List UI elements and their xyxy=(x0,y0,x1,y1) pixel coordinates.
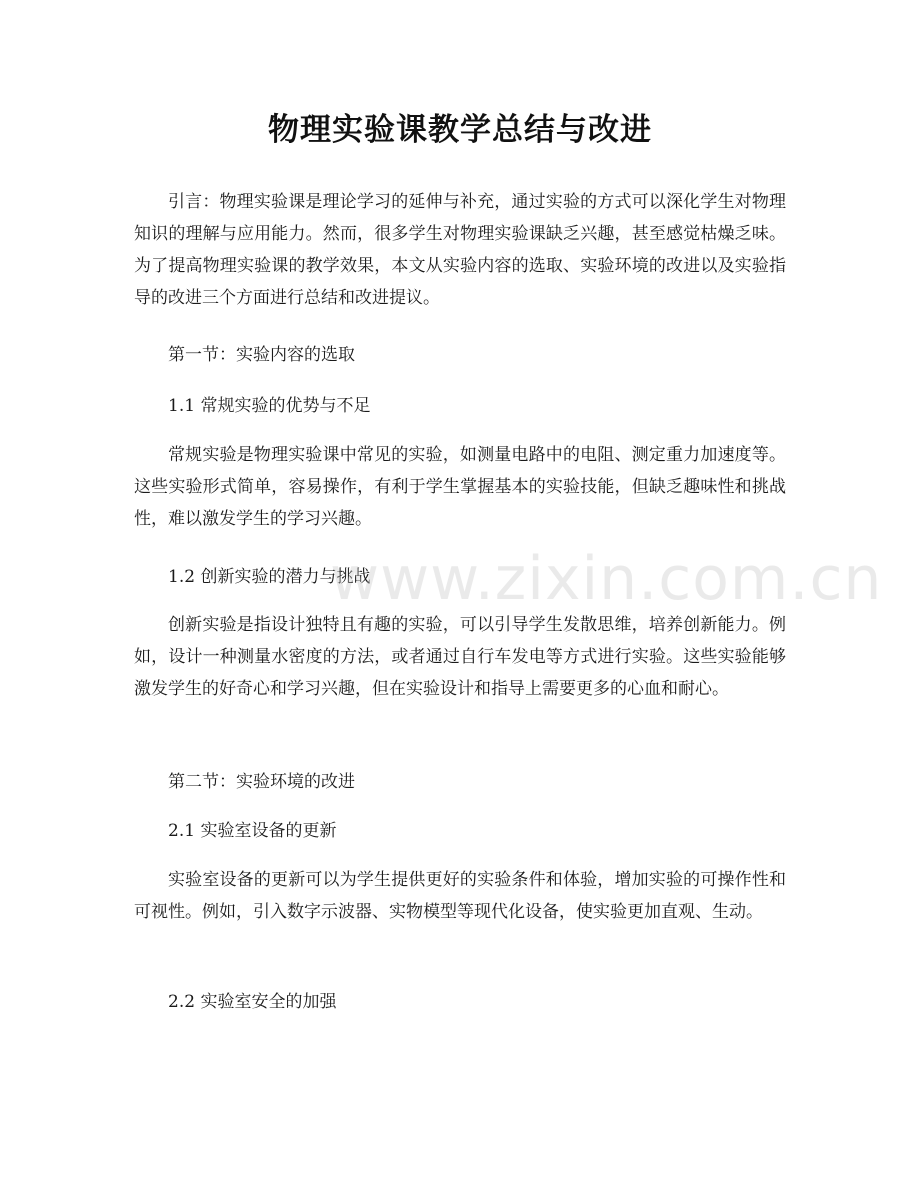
subsection-1-1-heading: 1.1 常规实验的优势与不足 xyxy=(168,396,371,416)
subsection-2-2-heading: 2.2 实验室安全的加强 xyxy=(168,992,337,1012)
section-2-heading: 第二节：实验环境的改进 xyxy=(168,772,355,792)
subsection-1-1-paragraph: 常规实验是物理实验课中常见的实验，如测量电路中的电阻、测定重力加速度等。这些实验形式简单，容易操作，有利于学生掌握基本的实验技能，但缺乏趣味性和挑战性，难以激发学生的学习兴趣。 xyxy=(134,445,786,529)
subsection-2-1-heading: 2.1 实验室设备的更新 xyxy=(168,821,337,841)
document-title: 物理实验课教学总结与改进 xyxy=(268,112,652,148)
section-1-heading: 第一节：实验内容的选取 xyxy=(168,345,355,365)
watermark-text: www.zixin.com.cn xyxy=(330,544,883,614)
subsection-1-2-paragraph: 创新实验是指设计独特且有趣的实验，可以引导学生发散思维，培养创新能力。例如，设计一种测量水密度的方法，或者通过自行车发电等方式进行实验。这些实验能够激发学生的好奇心和学习兴趣，但在实验设计和指导上需要更多的心血和耐心。 xyxy=(134,615,786,699)
subsection-2-1-paragraph: 实验室设备的更新可以为学生提供更好的实验条件和体验，增加实验的可操作性和可视性。例如，引入数字示波器、实物模型等现代化设备，使实验更加直观、生动。 xyxy=(134,870,786,922)
subsection-1-2-heading: 1.2 创新实验的潜力与挑战 xyxy=(168,567,371,587)
intro-paragraph: 引言：物理实验课是理论学习的延伸与补充，通过实验的方式可以深化学生对物理知识的理解与应用能力。然而，很多学生对物理实验课缺乏兴趣，甚至感觉枯燥乏味。为了提高物理实验课的教学效果，本文从实验内容的选取、实验环境的改进以及实验指导的改进三个方面进行总结和改进提议。 xyxy=(134,192,786,308)
